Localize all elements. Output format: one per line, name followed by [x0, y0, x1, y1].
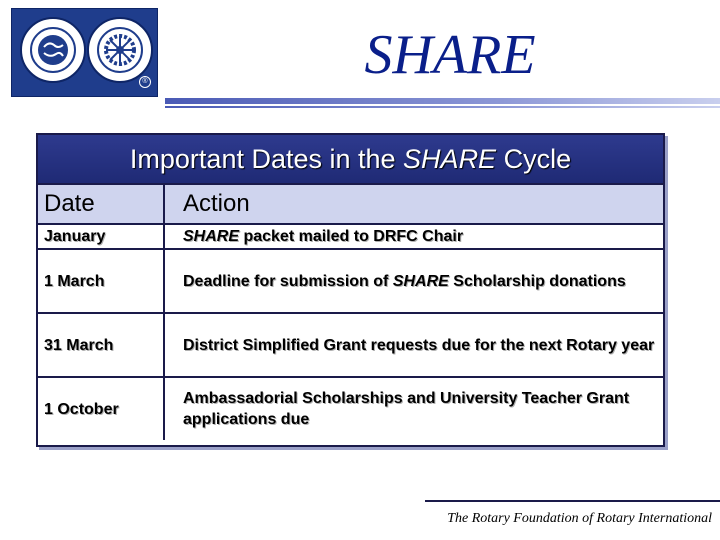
column-header-action: Action: [164, 184, 663, 224]
dates-table: [38, 183, 663, 440]
slide-title: SHARE: [364, 24, 536, 86]
rotary-foundation-wheel-icon: [87, 17, 153, 83]
action-cell: District Simplified Grant requests due for the next Rotary year: [164, 313, 663, 377]
footer-divider: [425, 500, 720, 502]
table-title: Important Dates in the SHARE Cycle: [38, 135, 663, 183]
title-divider-thin: [165, 106, 720, 108]
footer-text: The Rotary Foundation of Rotary International: [447, 511, 712, 526]
table-row: [38, 224, 663, 249]
title-divider: [165, 98, 720, 104]
table-row: [38, 313, 663, 377]
rotary-international-seal-icon: [20, 17, 86, 83]
table-row: [38, 249, 663, 313]
registered-mark: ®: [139, 76, 151, 88]
rotary-logo: [11, 8, 158, 97]
action-cell: SHARE packet mailed to DRFC Chair: [164, 224, 663, 249]
date-cell: 1 March: [38, 249, 164, 313]
date-cell: 1 October: [38, 377, 164, 440]
action-cell: Deadline for submission of SHARE Scholarship donations: [164, 249, 663, 313]
date-cell: 31 March: [38, 313, 164, 377]
column-header-date: Date: [38, 184, 164, 224]
table-row: [38, 377, 663, 440]
date-cell: January: [38, 224, 164, 249]
action-cell: Ambassadorial Scholarships and University Teacher Grant applications due: [164, 377, 663, 440]
dates-table-card: [36, 133, 665, 447]
table-header-row: [38, 184, 663, 224]
